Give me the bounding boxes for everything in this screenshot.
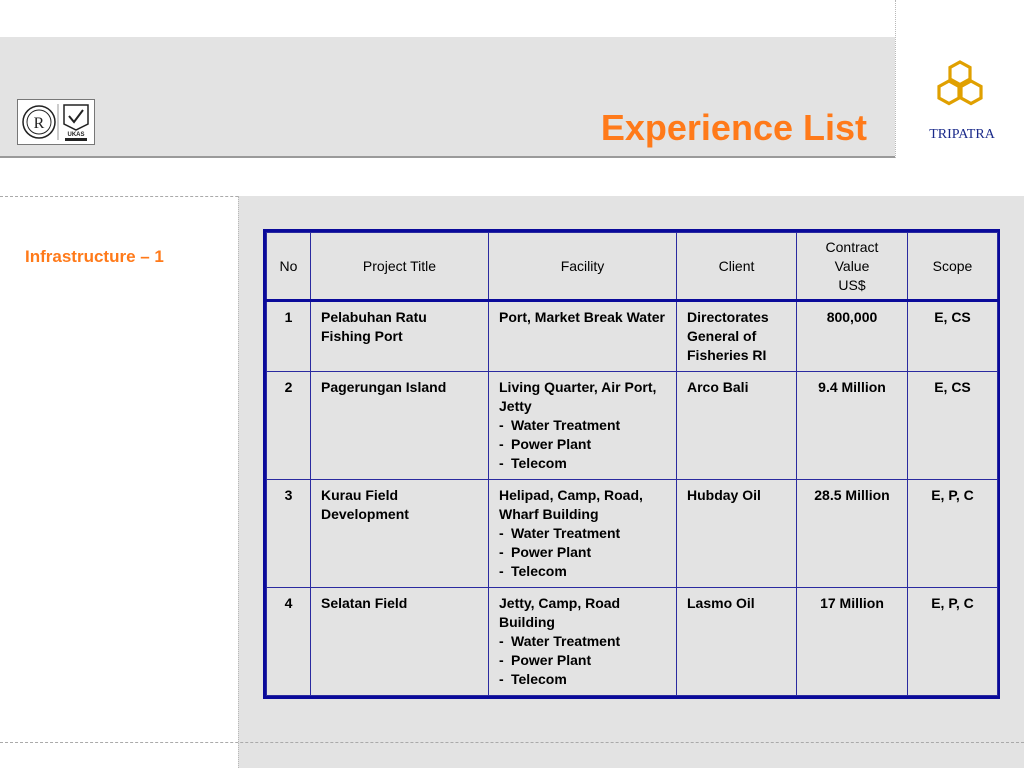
table-row [267,301,998,372]
facility-main: Helipad, Camp, Road, Wharf Building [499,487,643,522]
cell-scope: E, CS [908,372,998,480]
cell-contract-value: 800,000 [797,301,908,372]
logo-divider [895,0,896,158]
facility-main: Living Quarter, Air Port, Jetty [499,379,657,414]
cert-mark-left: R [33,115,45,132]
column-header-project-title: Project Title [311,233,489,301]
cell-client: Arco Bali [677,372,797,480]
column-header-no: No [267,233,311,301]
facility-item-text: Power Plant [511,436,592,452]
facility-item: - Water Treatment [499,417,621,433]
facility-main: Port, Market Break Water [499,309,665,325]
cell-no: 2 [267,372,311,480]
section-label: Infrastructure – 1 [25,247,164,266]
cell-scope: E, CS [908,301,998,372]
facility-item: - Telecom [499,455,567,471]
cell-contract-value: 9.4 Million [797,372,908,480]
cell-project-title: Selatan Field [311,588,489,696]
facility-item: - Telecom [499,671,567,687]
cell-client: Hubday Oil [677,480,797,588]
cell-contract-value: 17 Million [797,588,908,696]
facility-item: - Water Treatment [499,525,621,541]
facility-item: - Power Plant [499,544,592,560]
cell-facility [489,480,677,588]
contract-value-header-text: Contract Value US$ [825,238,879,293]
table-header-row [267,233,998,301]
facility-item: - Telecom [499,563,567,579]
table-row [267,588,998,696]
facility-item: - Power Plant [499,652,592,668]
cell-facility [489,588,677,696]
table-row [267,480,998,588]
cell-project-title: Kurau Field Development [311,480,489,588]
cell-project-title: Pelabuhan Ratu Fishing Port [311,301,489,372]
facility-item-text: Water Treatment [511,525,621,541]
column-header-contract-value [797,233,908,301]
tripatra-hexagon-logo-icon [933,60,987,118]
table-row [267,372,998,480]
cell-contract-value: 28.5 Million [797,480,908,588]
cell-client: Lasmo Oil [677,588,797,696]
facility-item: - Water Treatment [499,633,621,649]
cell-scope: E, P, C [908,480,998,588]
cell-no: 1 [267,301,311,372]
facility-item-text: Power Plant [511,544,592,560]
facility-item-text: Telecom [511,455,567,471]
header-divider [0,156,895,158]
page-title: Experience List [600,107,867,148]
certification-logos [17,99,95,145]
cell-no: 4 [267,588,311,696]
facility-item-text: Telecom [511,671,567,687]
cert-mark-right: UKAS [67,132,85,138]
cell-facility [489,372,677,480]
facility-main: Jetty, Camp, Road Building [499,595,621,630]
facility-item: - Power Plant [499,436,592,452]
cell-facility [489,301,677,372]
facility-item-text: Power Plant [511,652,592,668]
brand-name: TRIPATRA [929,127,995,142]
facility-item-text: Water Treatment [511,417,621,433]
cell-no: 3 [267,480,311,588]
column-header-client: Client [677,233,797,301]
bottom-dashed-rule [0,742,1024,743]
cell-project-title: Pagerungan Island [311,372,489,480]
cell-scope: E, P, C [908,588,998,696]
cell-client: Directorates General of Fisheries RI [677,301,797,372]
experience-table [263,229,1000,699]
facility-item-text: Water Treatment [511,633,621,649]
facility-item-text: Telecom [511,563,567,579]
column-header-scope: Scope [908,233,998,301]
column-header-facility: Facility [489,233,677,301]
